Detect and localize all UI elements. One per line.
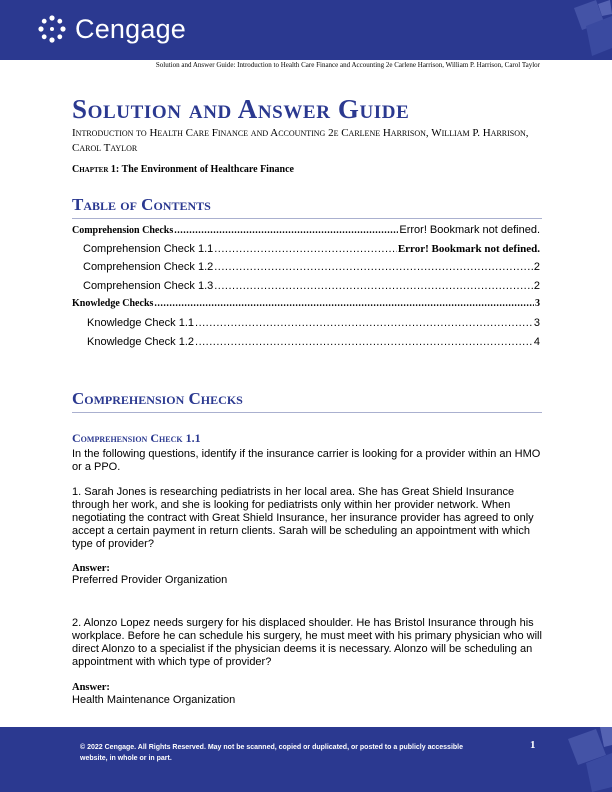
answer-label: Answer: bbox=[72, 563, 110, 574]
document-subtitle: Introduction to Health Care Finance and Accounting 2e Carlene Harrison, William P. Harrison, Carol Taylor bbox=[72, 127, 529, 154]
section-intro: In the following questions, identify if the insurance carrier is looking for a provider within an HMO or a PPO. bbox=[72, 448, 541, 473]
toc-entry-label: Comprehension Check 1.3 bbox=[83, 279, 214, 292]
answer-label: Answer: bbox=[72, 682, 110, 693]
toc-entry-page: 3 bbox=[535, 298, 540, 310]
toc-entry-label: Comprehension Checks bbox=[72, 225, 174, 236]
toc-entry-page: Error! Bookmark not defined. bbox=[399, 224, 540, 236]
header-band bbox=[0, 0, 612, 60]
document-title: Solution and Answer Guide bbox=[72, 94, 410, 124]
answer-text: Health Maintenance Organization bbox=[72, 694, 236, 706]
footer-decoration bbox=[542, 727, 612, 792]
chapter-name: The Environment of Healthcare Finance bbox=[121, 164, 294, 175]
toc-entry[interactable] bbox=[72, 261, 540, 280]
toc-leader-dots bbox=[214, 280, 533, 292]
answer-text: Preferred Provider Organization bbox=[72, 574, 228, 586]
toc-entry-page: 3 bbox=[533, 316, 540, 329]
copyright-notice: © 2022 Cengage. All Rights Reserved. May not be scanned, copied or duplicated, or posted to a publicly accessible website, in whole or in part. bbox=[80, 744, 464, 762]
toc-leader-dots bbox=[214, 261, 533, 273]
toc-leader-dots bbox=[154, 298, 534, 309]
subsection-heading: Comprehension Check 1.1 bbox=[72, 431, 201, 445]
toc-entry-page: 2 bbox=[533, 279, 540, 292]
toc-entry-label: Knowledge Checks bbox=[72, 298, 154, 310]
logo-text: Cengage bbox=[75, 14, 186, 44]
toc-entry-label: Comprehension Check 1.1 bbox=[83, 242, 214, 255]
toc-leader-dots bbox=[214, 243, 397, 255]
question-text: 1. Sarah Jones is researching pediatrists in her local area. She has Great Shield Insurance through her work, and she is looking for pediatrists only within her provider network. When negotiating the contract with Great Shield Insurance, her insurance provider has agreed to only accept a certain payment in return clients. Sarah will be scheduling an appointment with which type of provider? bbox=[72, 486, 534, 550]
chapter-label: Chapter 1: bbox=[72, 164, 120, 175]
toc-heading: Table of Contents bbox=[72, 194, 542, 219]
toc-leader-dots bbox=[174, 225, 398, 236]
page-number: 1 bbox=[530, 739, 536, 751]
footer-band bbox=[0, 727, 612, 792]
toc-entry-label: Knowledge Check 1.2 bbox=[87, 335, 195, 348]
toc-entry[interactable] bbox=[72, 317, 540, 336]
toc-entry[interactable] bbox=[72, 336, 540, 355]
toc-entry-page: 4 bbox=[533, 335, 540, 348]
toc-entry-page: Error! Bookmark not defined. bbox=[397, 242, 540, 255]
cengage-logo-icon bbox=[36, 13, 68, 45]
question-text: 2. Alonzo Lopez needs surgery for his displaced shoulder. He has Bristol Insurance through his workplace. Before he can schedule his surgery, he must meet with his primary physician who will direct Alonzo to a specialist if the physician deems it is necessary. Alonzo will be scheduling an appointment with which type of provider? bbox=[72, 617, 542, 668]
toc-leader-dots bbox=[195, 336, 533, 348]
toc-entry-label: Knowledge Check 1.1 bbox=[87, 316, 195, 329]
toc-entry-label: Comprehension Check 1.2 bbox=[83, 261, 214, 274]
toc-entry-page: 2 bbox=[533, 261, 540, 274]
toc-entry[interactable] bbox=[72, 224, 540, 243]
table-of-contents bbox=[72, 224, 540, 354]
section-heading: Comprehension Checks bbox=[72, 388, 542, 413]
toc-entry[interactable] bbox=[72, 298, 540, 317]
header-decoration bbox=[552, 0, 612, 60]
toc-entry[interactable] bbox=[72, 280, 540, 299]
running-head: Solution and Answer Guide: Introduction to Health Care Finance and Accounting 2e Carlene Harrison, William P. Harrison, Carol Taylor bbox=[155, 61, 540, 69]
toc-leader-dots bbox=[195, 317, 533, 329]
chapter-line bbox=[72, 163, 294, 177]
cengage-logo bbox=[36, 13, 186, 45]
toc-entry[interactable] bbox=[72, 243, 540, 262]
